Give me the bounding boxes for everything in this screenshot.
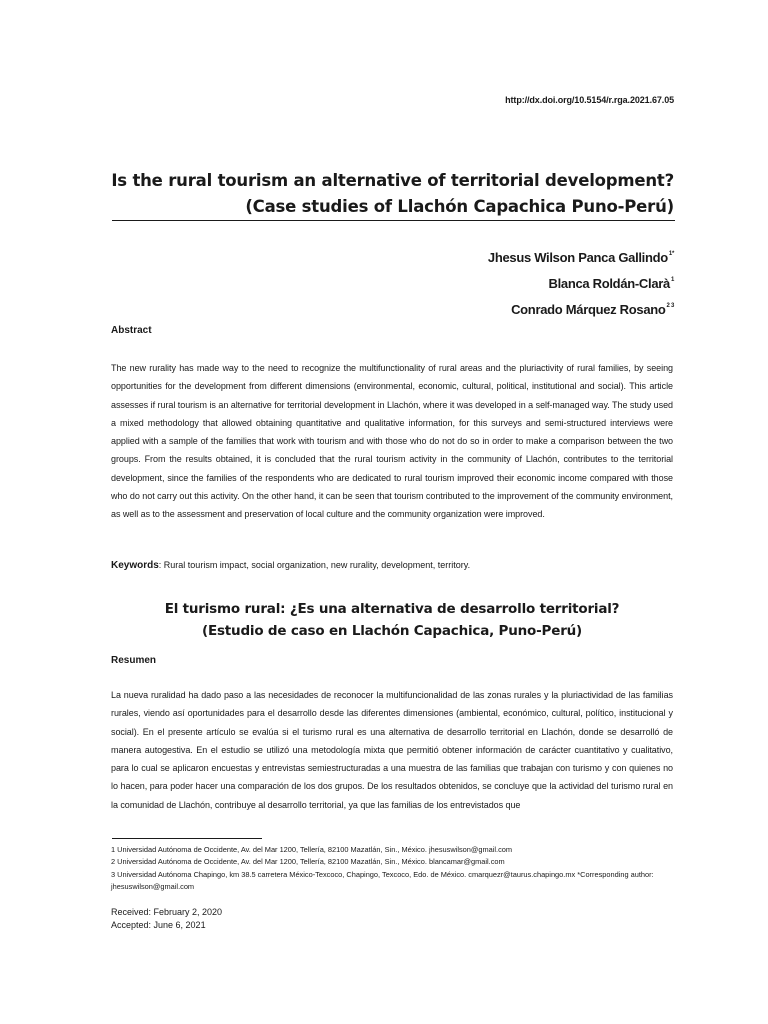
received-date: Received: February 2, 2020	[111, 907, 223, 917]
abstract-text: The new rurality has made way to the need to recognize the multifunctionality of rural areas and the pluriactivity of rural families, by seeing opportunities for the development from different dimensions (environmental, economic, cultural, political, institutional and social). This article assesses if rural tourism is an alternative for territorial development in Llachón, where it was developed in a self-managed way. The study used a mixed methodology that allowed obtaining quantitative and qualitative information, for this surveys and semi-structured interviews were applied with a sample of the families that work with tourism and with those who do not do so in order to make a comparison between the two groups. From the results obtained, it is concluded that the rural tourism activity in the community of Llachón, contributes to the territorial development, since the families of the respondents who are dedicated to rural tourism improved their economic income compared with those who do not carry out this activity. On the other hand, it can be seen that tourism contributed to the improvement of the community environment, as well as to the assessment and preservation of local culture and the community organization were improved.	[111, 363, 673, 520]
doi-link[interactable]: http://dx.doi.org/10.5154/r.rga.2021.67.05	[505, 95, 674, 105]
author-affiliation-marks: 1	[670, 277, 674, 283]
footnote: 3 Universidad Autónoma Chapingo, km 38.5 carretera México-Texcoco, Chapingo, Texcoco, Edo. de México. cmarquezr@taurus.chapingo.mx *Corresponding author: jhesuswilson@gmail.com	[111, 869, 654, 892]
submission-dates	[111, 906, 222, 932]
keywords	[111, 560, 673, 571]
spanish-title-line1: El turismo rural: ¿Es una alternativa de desarrollo territorial?	[164, 601, 620, 617]
paper-title-line2: (Case studies of Llachón Capachica Puno-Perú)	[245, 197, 674, 216]
author-name: Blanca Roldán-Clarà$^1$	[548, 276, 674, 291]
footnote-rule	[112, 838, 262, 839]
resumen-heading: Resumen	[111, 655, 157, 666]
paper-title	[111, 168, 674, 220]
abstract-heading: Abstract	[111, 325, 152, 336]
accepted-date: Accepted: June 6, 2021	[111, 920, 206, 930]
footnote: 1 Universidad Autónoma de Occidente, Av. del Mar 1200, Tellería, 82100 Mazatlán, Sin., México. jhesuswilson@gmail.com	[111, 845, 513, 854]
author-name: Jhesus Wilson Panca Gallindo$^{1*}$	[487, 250, 674, 265]
paper-title-line1: Is the rural tourism an alternative of territorial development?	[111, 171, 674, 190]
keywords-list: : Rural tourism impact, social organization, new rurality, development, territory.	[158, 560, 471, 570]
author-name: Conrado Márquez Rosano$^{2 3}$	[511, 302, 674, 317]
author-affiliation-marks: 1*	[668, 251, 674, 257]
resumen-text: La nueva ruralidad ha dado paso a las necesidades de reconocer la multifuncionalidad de las zonas rurales y la pluriactividad de las familias rurales, viendo así oportunidades para el desarrollo desde las diferentes dimensiones (ambiental, económico, cultural, político, institucional y social). En el presente artículo se evalúa si el turismo rural es una alternativa de desarrollo territorial en Llachón, donde se desarrolló de manera autogestiva. En el estudio se utilizó una metodología mixta que permitió obtener información de carácter cuantitativo y cualitativo, para lo cual se aplicaron encuestas y entrevistas semiestructuradas a una muestra de las familias que trabajan con turismo y con quienes no lo hacen, para poder hacer una comparación de los dos grupos. De los resultados obtenidos, se concluye que la actividad del turismo rural en la comunidad de Llachón, contribuye al desarrollo territorial, ya que las familias de los entrevistados que	[111, 690, 673, 810]
spanish-title-line2: (Estudio de caso en Llachón Capachica, Puno-Perú)	[201, 623, 583, 639]
title-underline	[112, 220, 675, 221]
spanish-title	[111, 598, 673, 642]
author-affiliation-marks: 2 3	[666, 303, 674, 309]
keywords-label: Keywords	[111, 560, 159, 571]
footnote: 2 Universidad Autónoma de Occidente, Av. del Mar 1200, Tellería, 82100 Mazatlán, Sin., México. blancamar@gmail.com	[111, 857, 505, 867]
footnotes	[111, 844, 676, 894]
author-list	[488, 243, 674, 321]
